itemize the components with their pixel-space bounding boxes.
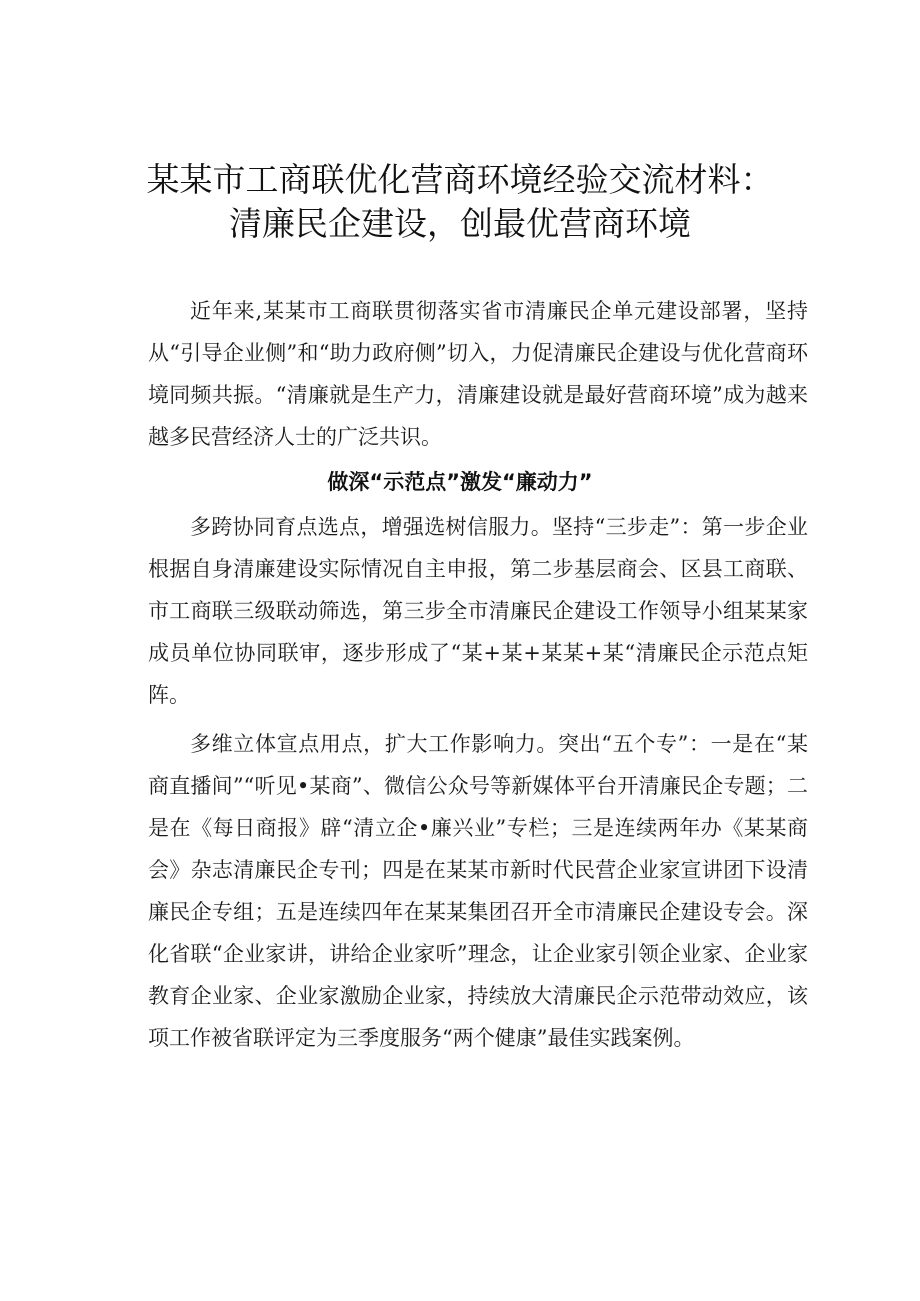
intro-paragraph: 近年来,某某市工商联贯彻落实省市清廉民企单元建设部署，坚持从“引导企业侧”和“助力政府侧”切入，力促清廉民企建设与优化营商环境同频共振。“清廉就是生产力，清廉建设就是最好营商环境”成为越来越多民营经济人士的广泛共识。 bbox=[148, 299, 808, 449]
document-title-line-2: 清廉民企建设，创最优营商环境 bbox=[229, 204, 691, 243]
body-paragraph-1: 多跨协同育点选点，增强选树信服力。坚持“三步走”：第一步企业根据自身清廉建设实际情况自主申报，第二步基层商会、区县工商联、市工商联三级联动筛选，第三步全市清廉民企建设工作领导小组某某家成员单位协同联审，逐步形成了“某+某+某某+某“清廉民企示范点矩阵。 bbox=[148, 515, 808, 707]
body-paragraph-2: 多维立体宣点用点，扩大工作影响力。突出“五个专”：一是在“某商直播间”“听见•某商”、微信公众号等新媒体平台开清廉民企专题；二是在《每日商报》辟“清立企•廉兴业”专栏；三是连续两年办《某某商会》杂志清廉民企专刊；四是在某某市新时代民营企业家宣讲团下设清廉民企专组；五是连续四年在某某集团召开全市清廉民企建设专会。深化省联“企业家讲，讲给企业家听”理念，让企业家引领企业家、企业家教育企业家、企业家激励企业家，持续放大清廉民企示范带动效应，该项工作被省联评定为三季度服务“两个健康”最佳实践案例。 bbox=[148, 732, 808, 1050]
section-heading: 做深“示范点”激发“廉动力” bbox=[327, 470, 593, 494]
document-title-line-1: 某某市工商联优化营商环境经验交流材料： bbox=[146, 160, 774, 199]
